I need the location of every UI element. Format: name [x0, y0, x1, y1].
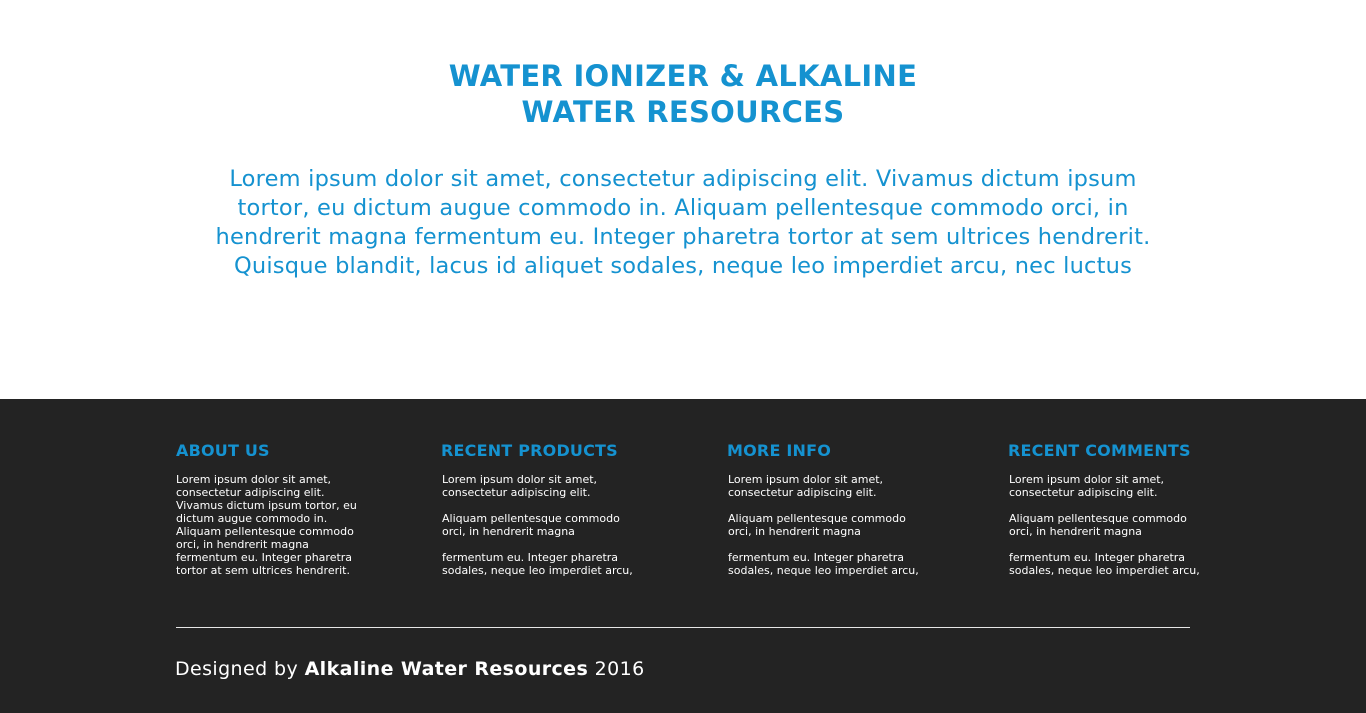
- about-text-line: dictum augue commodo in.: [176, 512, 328, 525]
- about-text-line: Vivamus dictum ipsum tortor, eu: [176, 499, 357, 512]
- recent-comment-item-line: consectetur adipiscing elit.: [1009, 486, 1158, 499]
- recent-comment-item[interactable]: [1009, 512, 1200, 538]
- recent-product-item-line: consectetur adipiscing elit.: [442, 486, 591, 499]
- footer-heading-more-info: MORE INFO: [727, 441, 832, 460]
- more-info-item-line: Lorem ipsum dolor sit amet,: [728, 473, 884, 486]
- recent-comment-item[interactable]: [1009, 551, 1200, 577]
- recent-comment-item-line: sodales, neque leo imperdiet arcu,: [1009, 564, 1200, 577]
- recent-product-item-line: sodales, neque leo imperdiet arcu,: [442, 564, 633, 577]
- footer-divider: [176, 627, 1190, 628]
- about-text-line: fermentum eu. Integer pharetra: [176, 551, 353, 564]
- footer-column-recent-comments: [1009, 441, 1200, 577]
- recent-product-item-line: Aliquam pellentesque commodo: [442, 512, 620, 525]
- footer-column-more-info: [728, 441, 919, 577]
- footer-column-about: [176, 441, 357, 577]
- about-text-line: Lorem ipsum dolor sit amet,: [176, 473, 332, 486]
- more-info-item-line: Aliquam pellentesque commodo: [728, 512, 906, 525]
- about-text-line: consectetur adipiscing elit.: [176, 486, 325, 499]
- more-info-item-line: fermentum eu. Integer pharetra: [728, 551, 905, 564]
- footer-column-recent-products: [442, 441, 633, 577]
- about-text: [176, 473, 357, 577]
- more-info-item-line: orci, in hendrerit magna: [728, 525, 861, 538]
- recent-comment-item-line: fermentum eu. Integer pharetra: [1009, 551, 1186, 564]
- credits-brand-link[interactable]: Alkaline Water Resources: [304, 658, 589, 680]
- more-info-item[interactable]: [728, 512, 919, 538]
- about-text-line: Aliquam pellentesque commodo: [176, 525, 354, 538]
- footer-heading-recent-comments: RECENT COMMENTS: [1008, 441, 1191, 460]
- footer-credits: [175, 656, 645, 682]
- credits-year: 2016: [594, 658, 645, 680]
- hero-description-line: Quisque blandit, lacus id aliquet sodales, neque leo imperdiet arcu, nec luctus: [233, 253, 1133, 279]
- recent-comment-item-line: Lorem ipsum dolor sit amet,: [1009, 473, 1165, 486]
- about-text-line: orci, in hendrerit magna: [176, 538, 309, 551]
- more-info-item-line: sodales, neque leo imperdiet arcu,: [728, 564, 919, 577]
- recent-product-item[interactable]: [442, 473, 633, 499]
- page-title-line-1: WATER IONIZER & ALKALINE: [448, 59, 918, 93]
- recent-product-item-line: fermentum eu. Integer pharetra: [442, 551, 619, 564]
- recent-product-item[interactable]: [442, 512, 633, 538]
- more-info-item[interactable]: [728, 551, 919, 577]
- more-info-item-line: consectetur adipiscing elit.: [728, 486, 877, 499]
- hero-description-line: Lorem ipsum dolor sit amet, consectetur adipiscing elit. Vivamus dictum ipsum: [229, 166, 1137, 192]
- footer-heading-recent-products: RECENT PRODUCTS: [441, 441, 618, 460]
- site-footer: [0, 399, 1366, 713]
- hero-description-line: hendrerit magna fermentum eu. Integer pharetra tortor at sem ultrices hendrerit.: [215, 224, 1151, 250]
- recent-product-item[interactable]: [442, 551, 633, 577]
- recent-product-item-line: orci, in hendrerit magna: [442, 525, 575, 538]
- recent-comment-item[interactable]: [1009, 473, 1200, 499]
- recent-comment-item-line: orci, in hendrerit magna: [1009, 525, 1142, 538]
- footer-heading-about: ABOUT US: [176, 441, 270, 460]
- recent-product-item-line: Lorem ipsum dolor sit amet,: [442, 473, 598, 486]
- more-info-item[interactable]: [728, 473, 919, 499]
- recent-comment-item-line: Aliquam pellentesque commodo: [1009, 512, 1187, 525]
- about-text-line: tortor at sem ultrices hendrerit.: [176, 564, 350, 577]
- hero-description: [183, 165, 1183, 281]
- credits-prefix: Designed by: [175, 658, 299, 680]
- hero-description-line: tortor, eu dictum augue commodo in. Aliquam pellentesque commodo orci, in: [237, 195, 1129, 221]
- page-title-line-2: WATER RESOURCES: [521, 95, 845, 129]
- page-title: [0, 58, 1366, 130]
